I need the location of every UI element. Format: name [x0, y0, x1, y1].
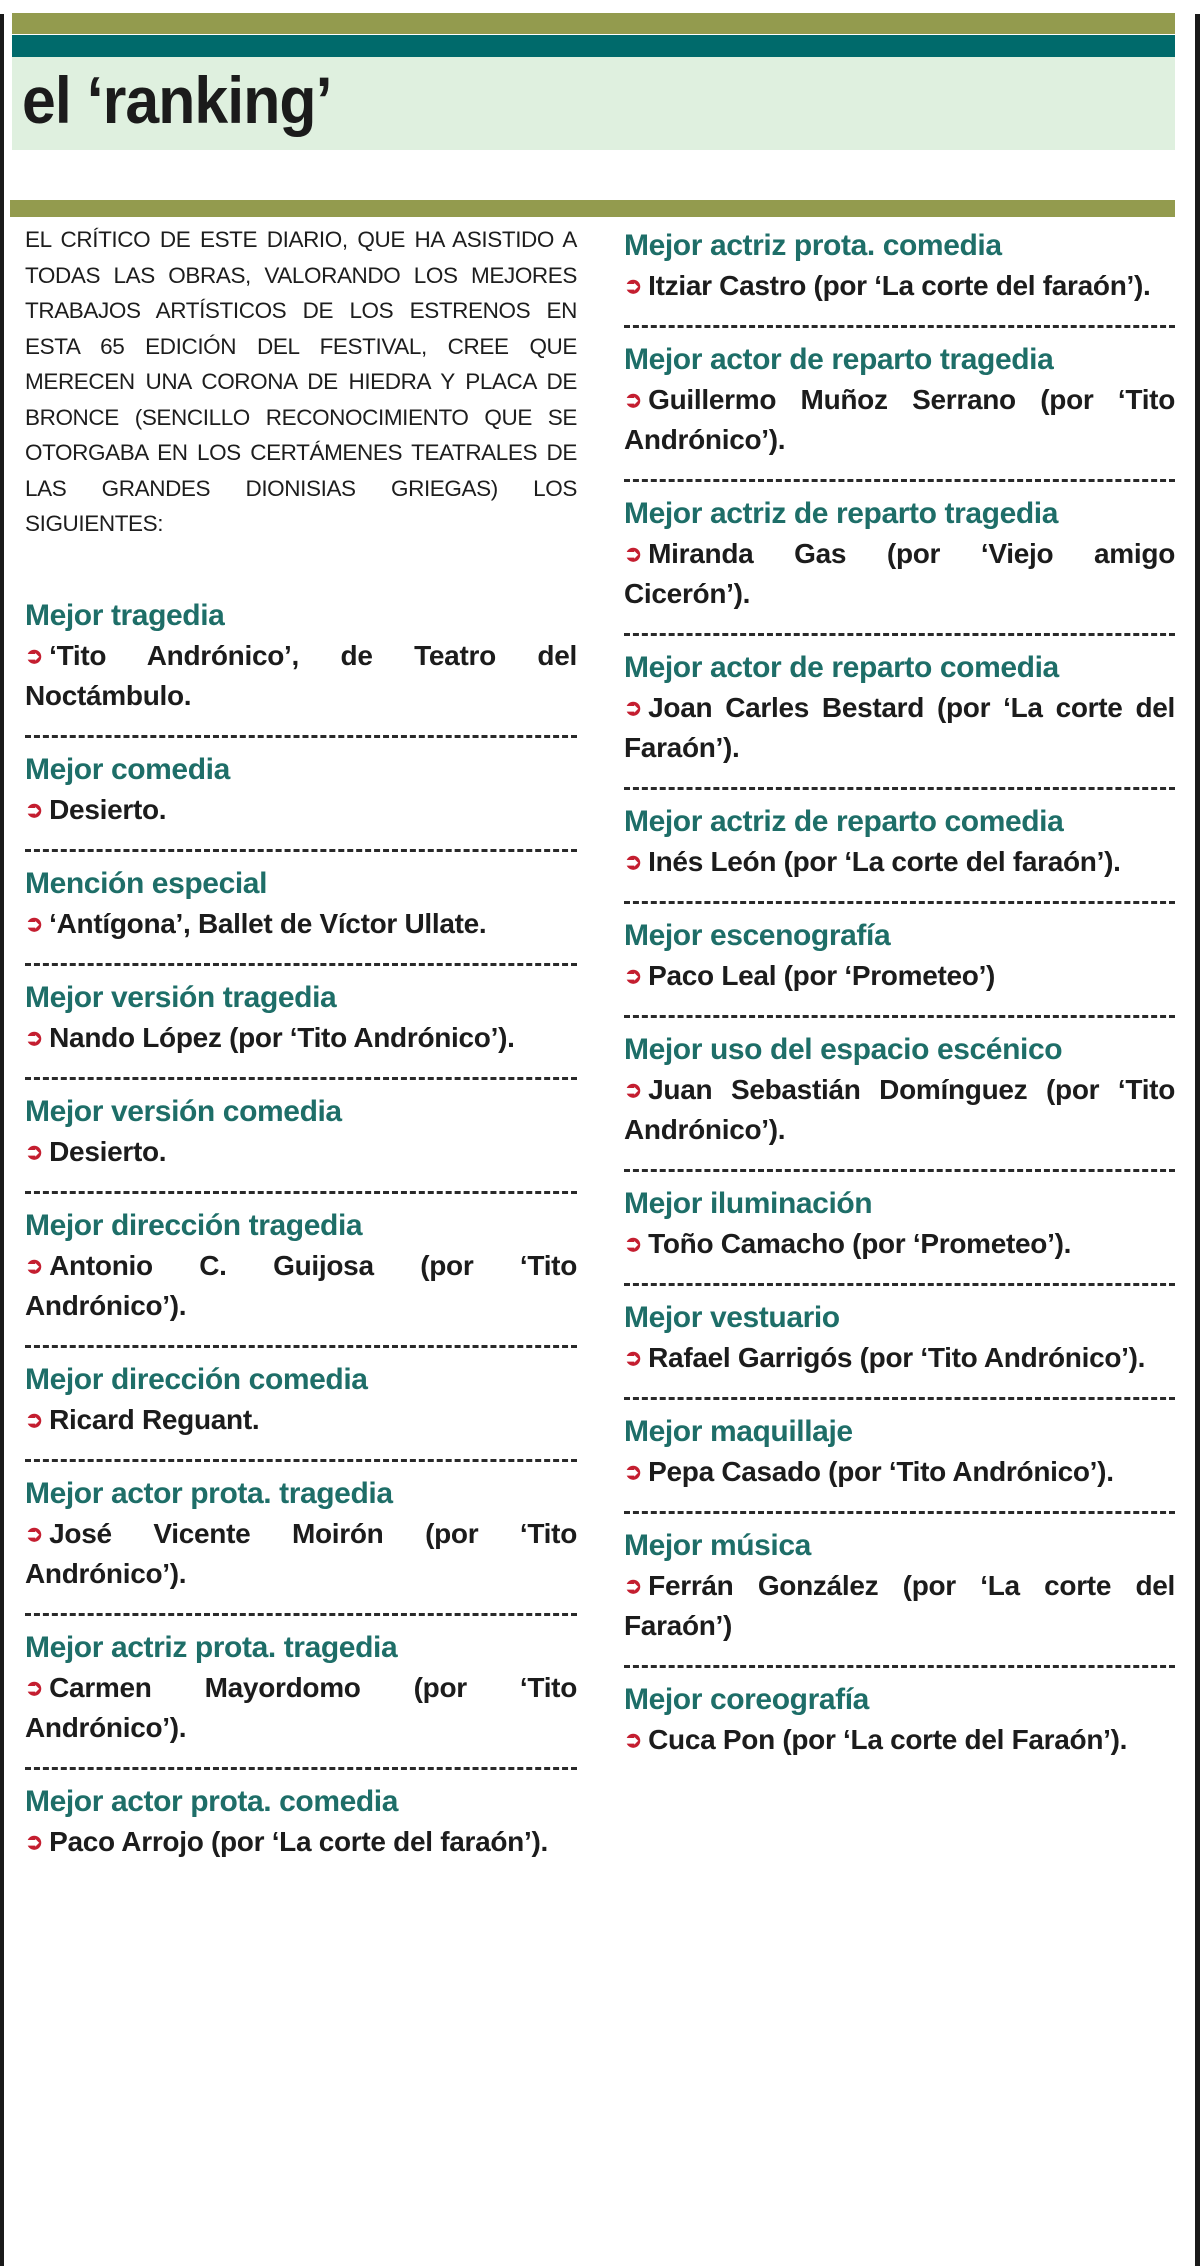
award-entry: [624, 802, 1175, 882]
arrow-bullet-icon: ➲: [25, 642, 44, 668]
award-winner-text: ‘Antígona’, Ballet de Víctor Ullate.: [49, 907, 487, 939]
dashed-separator: [25, 1345, 577, 1348]
award-list-left: [25, 596, 577, 1862]
award-winner-text: Itziar Castro (por ‘La corte del faraón’).: [648, 270, 1151, 301]
award-winner: [624, 1720, 1175, 1760]
dashed-separator: [624, 1665, 1175, 1668]
award-entry: [25, 978, 577, 1058]
award-entry: [25, 1206, 577, 1326]
award-winner-text: Ricard Reguant.: [49, 1403, 260, 1435]
award-category: Mejor actor de reparto tragedia: [624, 343, 1054, 376]
award-winner: [624, 1224, 1175, 1264]
award-category: Mejor dirección tragedia: [25, 1208, 363, 1242]
award-category: Mejor versión tragedia: [25, 980, 337, 1014]
award-winner: [25, 1018, 577, 1058]
award-winner-text: José Vicente Moirón (por ‘Tito Andrónico’).: [25, 1517, 577, 1589]
arrow-bullet-icon: ➲: [25, 1406, 44, 1432]
award-entry: [624, 1030, 1175, 1150]
award-winner-text: Paco Arrojo (por ‘La corte del faraón’).: [49, 1825, 548, 1857]
award-winner-text: Cuca Pon (por ‘La corte del Faraón’).: [648, 1724, 1128, 1755]
award-winner: [624, 842, 1175, 882]
award-winner: [624, 1070, 1175, 1150]
award-entry: [624, 1412, 1175, 1492]
award-category: Mejor maquillaje: [624, 1415, 853, 1448]
award-winner-text: ‘Tito Andrónico’, de Teatro del Noctámbulo.: [25, 639, 577, 711]
arrow-bullet-icon: ➲: [624, 1077, 643, 1102]
award-category: Mejor actriz prota. tragedia: [25, 1630, 398, 1664]
award-entry: [624, 648, 1175, 768]
award-category: Mejor actor prota. tragedia: [25, 1476, 393, 1510]
award-category: Mejor música: [624, 1529, 811, 1562]
arrow-bullet-icon: ➲: [25, 1674, 44, 1700]
arrow-bullet-icon: ➲: [624, 541, 643, 566]
award-entry: [25, 1628, 577, 1748]
award-winner-text: Antonio C. Guijosa (por ‘Tito Andrónico’).: [25, 1249, 577, 1321]
award-winner-text: Desierto.: [49, 1135, 167, 1167]
arrow-bullet-icon: ➲: [25, 910, 44, 936]
header-teal-bar: [12, 35, 1175, 57]
page-title: el ‘ranking’: [22, 63, 332, 137]
page-border-right: [1195, 14, 1200, 2266]
award-winner-text: Joan Carles Bestard (por ‘La corte del Faraón’).: [624, 692, 1175, 763]
award-winner-text: Rafael Garrigós (por ‘Tito Andrónico’).: [648, 1342, 1146, 1373]
dashed-separator: [25, 1767, 577, 1770]
dashed-separator: [624, 1015, 1175, 1018]
arrow-bullet-icon: ➲: [624, 273, 643, 298]
dashed-separator: [624, 325, 1175, 328]
award-list-right: [624, 226, 1175, 1760]
award-winner: [624, 380, 1175, 460]
dashed-separator: [624, 1511, 1175, 1514]
award-winner: [25, 1514, 577, 1594]
dashed-separator: [25, 1191, 577, 1194]
award-winner: [25, 790, 577, 830]
dashed-separator: [25, 1077, 577, 1080]
arrow-bullet-icon: ➲: [624, 1459, 643, 1484]
award-category: Mejor actriz de reparto tragedia: [624, 497, 1058, 530]
award-winner: [25, 1822, 577, 1862]
section-olive-bar: [10, 200, 1175, 217]
award-winner-text: Paco Leal (por ‘Prometeo’): [648, 960, 996, 991]
arrow-bullet-icon: ➲: [624, 963, 643, 988]
award-category: Mejor escenografía: [624, 919, 891, 952]
left-column: [25, 222, 577, 1862]
dashed-separator: [624, 479, 1175, 482]
dashed-separator: [624, 1169, 1175, 1172]
dashed-separator: [25, 1459, 577, 1462]
arrow-bullet-icon: ➲: [25, 1252, 44, 1278]
award-category: Mejor vestuario: [624, 1301, 840, 1334]
award-entry: [25, 1092, 577, 1172]
award-winner-text: Inés León (por ‘La corte del faraón’).: [648, 846, 1121, 877]
award-winner: [25, 636, 577, 716]
award-winner: [25, 1132, 577, 1172]
award-category: Mejor comedia: [25, 752, 230, 786]
award-entry: [624, 494, 1175, 614]
award-winner-text: Ferrán González (por ‘La corte del Faraón’): [624, 1570, 1175, 1641]
intro-paragraph: EL CRÍTICO DE ESTE DIARIO, QUE HA ASISTIDO A TODAS LAS OBRAS, VALORANDO LOS MEJORES TRABAJOS ARTÍSTICOS DE LOS ESTRENOS EN ESTA 65 EDICIÓN DEL FESTIVAL, CREE QUE MERECEN UNA CORONA DE HIEDRA Y PLACA DE BRONCE (SENCILLO RECONOCIMIENTO QUE SE OTORGABA EN LOS CERTÁMENES TEATRALES DE LAS GRANDES DIONISIAS GRIEGAS) LOS SIGUIENTES:: [25, 227, 577, 536]
award-category: Mejor actor prota. comedia: [25, 1784, 399, 1818]
dashed-separator: [25, 1613, 577, 1616]
dashed-separator: [624, 1283, 1175, 1286]
award-entry: [25, 1360, 577, 1440]
arrow-bullet-icon: ➲: [25, 1828, 44, 1854]
arrow-bullet-icon: ➲: [624, 849, 643, 874]
award-winner-text: Guillermo Muñoz Serrano (por ‘Tito Andrónico’).: [624, 384, 1175, 455]
dashed-separator: [25, 735, 577, 738]
dashed-separator: [624, 901, 1175, 904]
award-category: Mejor iluminación: [624, 1187, 873, 1220]
award-winner: [25, 904, 577, 944]
award-category: Mejor dirección comedia: [25, 1362, 368, 1396]
arrow-bullet-icon: ➲: [25, 1520, 44, 1546]
arrow-bullet-icon: ➲: [25, 1138, 44, 1164]
award-winner-text: Carmen Mayordomo (por ‘Tito Andrónico’).: [25, 1671, 577, 1743]
award-entry: [624, 1526, 1175, 1646]
award-winner: [624, 688, 1175, 768]
arrow-bullet-icon: ➲: [25, 796, 44, 822]
dashed-separator: [25, 963, 577, 966]
award-winner: [624, 1338, 1175, 1378]
award-category: Mejor tragedia: [25, 598, 225, 632]
award-category: Mejor actriz prota. comedia: [624, 229, 1002, 262]
arrow-bullet-icon: ➲: [25, 1024, 44, 1050]
award-entry: [624, 340, 1175, 460]
award-category: Mención especial: [25, 866, 268, 900]
arrow-bullet-icon: ➲: [624, 1727, 643, 1752]
award-entry: [25, 864, 577, 944]
award-winner-text: Juan Sebastián Domínguez (por ‘Tito Andrónico’).: [624, 1074, 1175, 1145]
award-entry: [25, 750, 577, 830]
award-winner: [624, 266, 1175, 306]
award-winner: [624, 1566, 1175, 1646]
dashed-separator: [624, 633, 1175, 636]
award-category: Mejor versión comedia: [25, 1094, 342, 1128]
dashed-separator: [25, 849, 577, 852]
dashed-separator: [624, 1397, 1175, 1400]
award-winner: [624, 1452, 1175, 1492]
award-entry: [25, 1474, 577, 1594]
arrow-bullet-icon: ➲: [624, 695, 643, 720]
award-entry: [25, 1782, 577, 1862]
award-entry: [25, 596, 577, 716]
award-winner: [624, 534, 1175, 614]
page-border-left: [0, 14, 4, 2266]
header-olive-bar: [12, 13, 1175, 34]
award-winner-text: Nando López (por ‘Tito Andrónico’).: [49, 1021, 515, 1053]
award-winner-text: Desierto.: [49, 793, 167, 825]
award-winner: [25, 1668, 577, 1748]
right-column: [624, 226, 1175, 1760]
award-winner: [624, 956, 1175, 996]
arrow-bullet-icon: ➲: [624, 387, 643, 412]
award-entry: [624, 1184, 1175, 1264]
award-winner: [25, 1246, 577, 1326]
award-category: Mejor coreografía: [624, 1683, 869, 1716]
award-category: Mejor actor de reparto comedia: [624, 651, 1059, 684]
award-category: Mejor actriz de reparto comedia: [624, 805, 1064, 838]
award-winner-text: Pepa Casado (por ‘Tito Andrónico’).: [648, 1456, 1114, 1487]
award-entry: [624, 916, 1175, 996]
arrow-bullet-icon: ➲: [624, 1345, 643, 1370]
award-winner: [25, 1400, 577, 1440]
award-entry: [624, 1298, 1175, 1378]
arrow-bullet-icon: ➲: [624, 1573, 643, 1598]
arrow-bullet-icon: ➲: [624, 1231, 643, 1256]
award-entry: [624, 226, 1175, 306]
award-winner-text: Toño Camacho (por ‘Prometeo’).: [648, 1228, 1072, 1259]
award-winner-text: Miranda Gas (por ‘Viejo amigo Cicerón’).: [624, 538, 1175, 609]
award-category: Mejor uso del espacio escénico: [624, 1033, 1063, 1066]
award-entry: [624, 1680, 1175, 1760]
dashed-separator: [624, 787, 1175, 790]
